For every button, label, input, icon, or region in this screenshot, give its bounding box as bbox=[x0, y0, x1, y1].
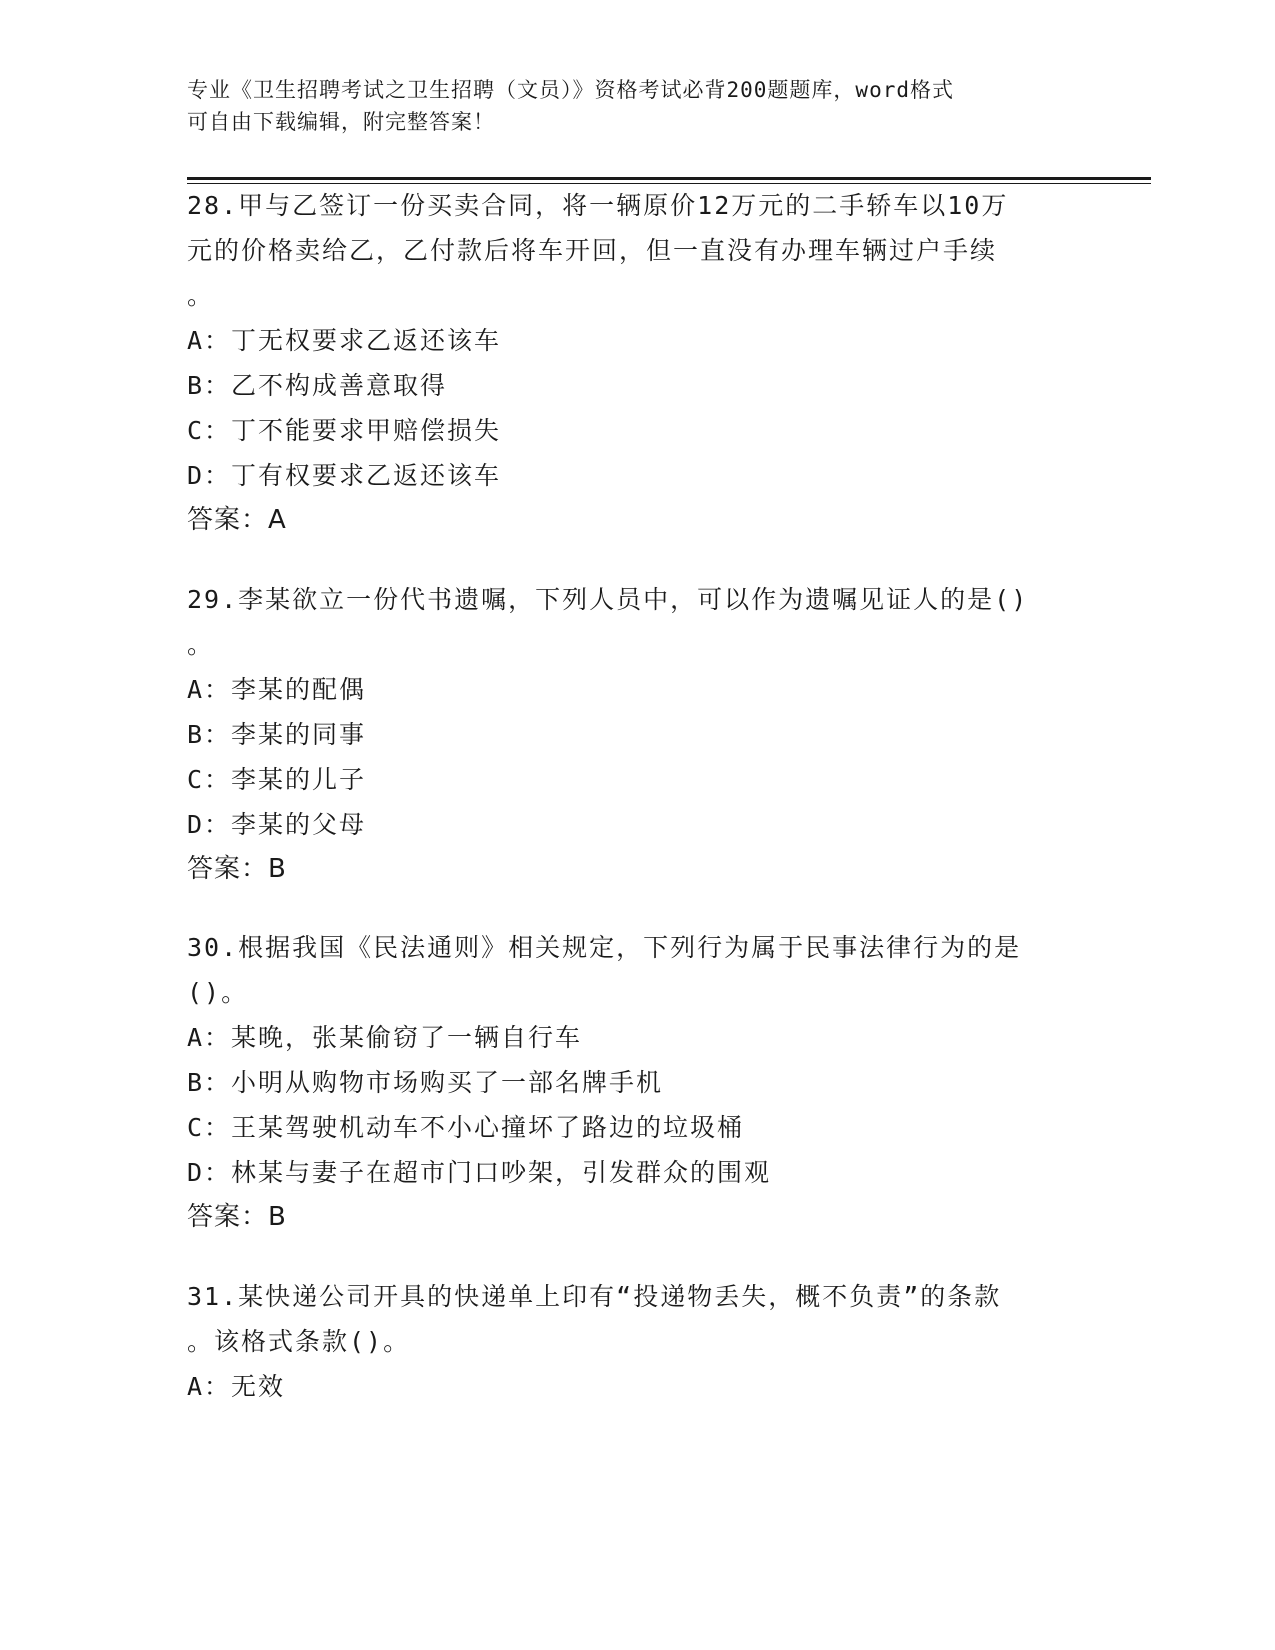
question-text-line: 30.根据我国《民法通则》相关规定，下列行为属于民事法律行为的是 bbox=[187, 933, 1022, 962]
option-a: A：某晚，张某偷窃了一辆自行车 bbox=[187, 1023, 583, 1052]
question-text-line: 。该格式条款()。 bbox=[187, 1327, 411, 1356]
option-b: B：小明从购物市场购买了一部名牌手机 bbox=[187, 1068, 664, 1097]
question-text-line: 28.甲与乙签订一份买卖合同，将一辆原价12万元的二手轿车以10万 bbox=[187, 191, 1009, 220]
document-header bbox=[187, 74, 1067, 138]
header-rule-thick bbox=[187, 177, 1151, 180]
header-line-1: 专业《卫生招聘考试之卫生招聘（文员）》资格考试必背200题题库，word格式 bbox=[187, 78, 954, 102]
question-text-line: 31.某快递公司开具的快递单上印有“投递物丢失，概不负责”的条款 bbox=[187, 1282, 1002, 1311]
question-29 bbox=[187, 577, 1087, 892]
option-b: B：李某的同事 bbox=[187, 720, 367, 749]
answer-line: 答案：B bbox=[187, 854, 287, 884]
option-d: D：林某与妻子在超市门口吵架，引发群众的围观 bbox=[187, 1158, 772, 1187]
question-28 bbox=[187, 183, 1087, 543]
answer-line: 答案：A bbox=[187, 505, 287, 535]
option-d: D：李某的父母 bbox=[187, 810, 367, 839]
question-text-line: 。 bbox=[187, 281, 215, 310]
option-a: A：李某的配偶 bbox=[187, 675, 367, 704]
question-30 bbox=[187, 925, 1087, 1240]
question-text-line: 29.李某欲立一份代书遗嘱，下列人员中，可以作为遗嘱见证人的是() bbox=[187, 585, 1029, 614]
question-text-line: ()。 bbox=[187, 978, 249, 1007]
question-text-line: 元的价格卖给乙，乙付款后将车开回，但一直没有办理车辆过户手续 bbox=[187, 236, 998, 265]
answer-line: 答案：B bbox=[187, 1202, 287, 1232]
option-d: D：丁有权要求乙返还该车 bbox=[187, 461, 502, 490]
option-c: C：王某驾驶机动车不小心撞坏了路边的垃圾桶 bbox=[187, 1113, 745, 1142]
option-c: C：丁不能要求甲赔偿损失 bbox=[187, 416, 502, 445]
option-c: C：李某的儿子 bbox=[187, 765, 367, 794]
question-text-line: 。 bbox=[187, 630, 215, 659]
option-a: A：丁无权要求乙返还该车 bbox=[187, 326, 502, 355]
option-b: B：乙不构成善意取得 bbox=[187, 371, 448, 400]
option-a: A：无效 bbox=[187, 1372, 286, 1401]
header-line-2: 可自由下载编辑，附完整答案！ bbox=[187, 110, 495, 134]
question-31 bbox=[187, 1274, 1087, 1409]
